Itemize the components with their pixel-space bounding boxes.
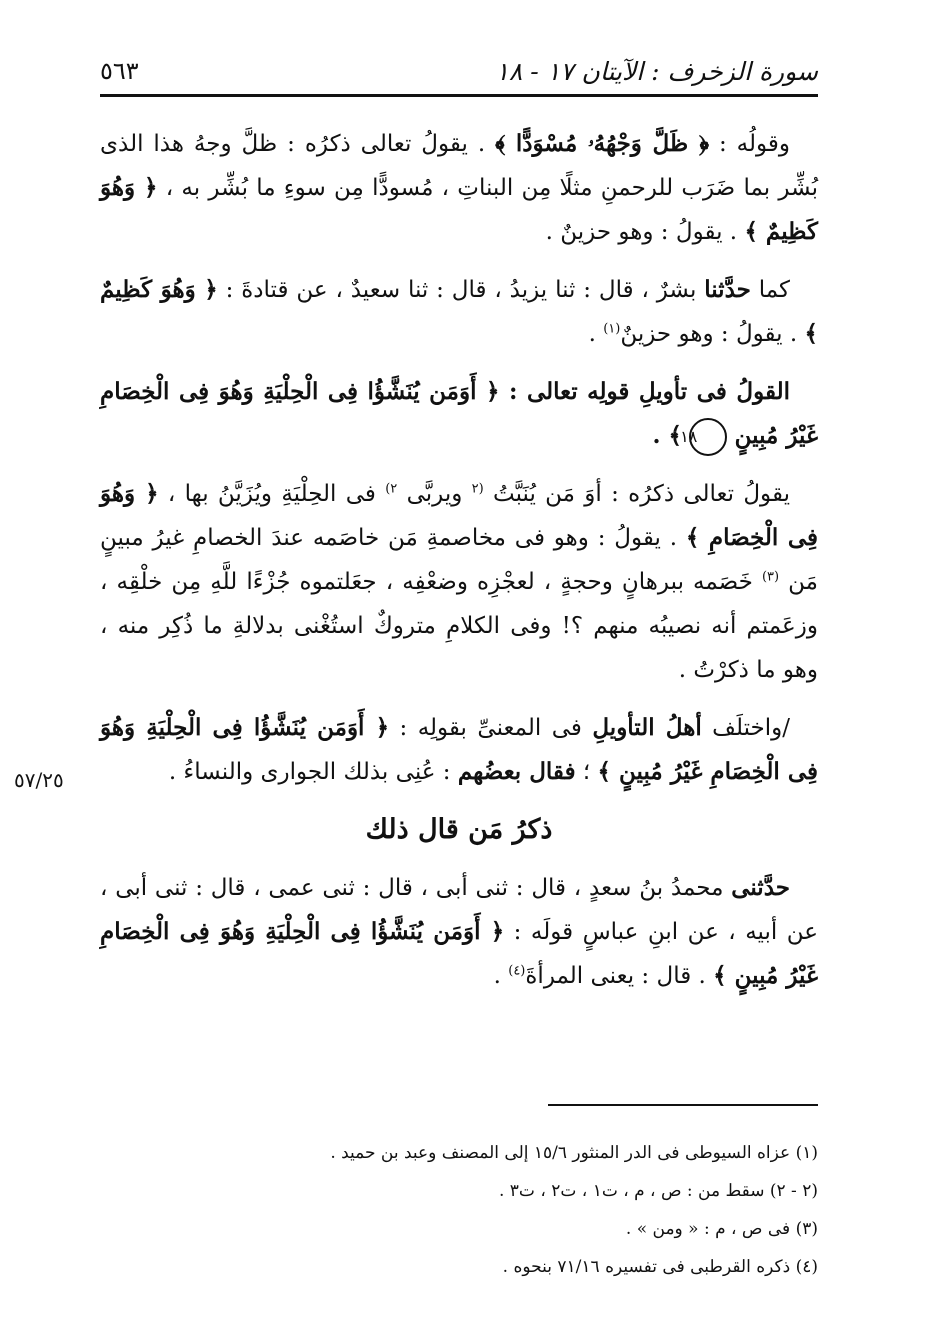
quran-quote: ﴿ وَهُوَ فِى الْخِصَامِ ﴾ bbox=[100, 480, 818, 551]
text-run: . يقولُ : وهو فى مخاصمةِ مَن خاصَمه عندَ الخصامِ غيرُ مبينٍ مَن bbox=[100, 525, 818, 595]
paragraph-4 bbox=[100, 472, 818, 692]
text-run: . قال : يعنى المرأةَ bbox=[525, 963, 714, 989]
bold-phrase: فقال بعضُهم bbox=[457, 758, 576, 785]
footnote-marker: (١) bbox=[603, 321, 621, 337]
text-run: فى الحِلْيَةِ ويُزَيَّنُ بها ، bbox=[158, 481, 386, 507]
footnote-marker: ٢) bbox=[385, 481, 398, 497]
text-run: كما bbox=[750, 277, 790, 303]
paragraph-2 bbox=[100, 268, 818, 356]
footnote-4: (٤) ذكره القرطبى فى تفسيره ٧١/١٦ بنحوه . bbox=[502, 1257, 818, 1277]
text-run: بشرٌ ، قال : ثنا يزيدُ ، قال : ثنا سعيدٌ ، عن قتادةَ : bbox=[217, 277, 705, 303]
quran-quote: ﴿ وَهُوَ كَظِيمٌ ﴾ bbox=[100, 276, 818, 347]
footnote-marker: (٣) bbox=[761, 569, 780, 585]
quran-quote-close: ﴾ . bbox=[652, 422, 682, 449]
text-run: يقولُ تعالى ذكرُه : أوَ مَن يُنَبَّتُ bbox=[483, 481, 790, 507]
quran-quote: ﴿ وَهُوَ كَظِيمٌ ﴾ bbox=[100, 174, 818, 245]
page-header bbox=[100, 48, 818, 97]
footnote-1: (١) عزاه السيوطى فى الدر المنثور ١٥/٦ إلى المصنف وعبد بن حميد . bbox=[330, 1143, 818, 1163]
footnote-separator bbox=[548, 1104, 818, 1106]
page-number: ٥٦٣ bbox=[100, 57, 139, 85]
quran-quote: ﴿ أَوَمَن يُنَشَّؤُا فِى الْحِلْيَةِ وَهُوَ فِى الْخِصَامِ غَيْرُ مُبِينٍ ﴾ bbox=[100, 918, 818, 989]
text-run: . يقولُ : وهو حزينٌ bbox=[620, 321, 805, 347]
quran-quote: ﴿ ظَلَّ وَجْهُهُۥ مُسْوَدًّا ﴾ bbox=[495, 130, 710, 157]
text-run: . يقولُ : وهو حزينٌ . bbox=[545, 219, 745, 245]
hadith-keyword: حدَّثنى bbox=[731, 874, 790, 901]
hadith-keyword: حدَّثنا bbox=[704, 276, 751, 303]
ayah-number-badge: ١٨ bbox=[689, 418, 727, 456]
footnotes bbox=[100, 1134, 818, 1286]
section-lead: القولُ فى تأويلِ قولِه تعالى : bbox=[499, 378, 790, 405]
text-run: ؛ bbox=[575, 759, 598, 785]
text-run: : عُنِى بذلك الجوارى والنساءُ . bbox=[168, 759, 458, 785]
text-run: وقولُه : bbox=[709, 131, 790, 157]
text-run: . يقولُ تعالى ذكرُه : ظلَّ وجهُ هذا الذى بُشِّر بما ضَرَب للرحمنِ مثلًا مِن البناتِ ، مُسودًّا مِن سوءِ ما بُشِّر به ، bbox=[100, 131, 818, 201]
text-run: ويربَّى bbox=[397, 481, 472, 507]
text-run: فى المعنىِّ بقولِه : bbox=[389, 715, 593, 741]
footnote-marker: (٤) bbox=[508, 963, 526, 979]
paragraph-3 bbox=[100, 370, 818, 458]
running-title: سورة الزخرف : الآيتان ١٧ - ١٨ bbox=[495, 56, 818, 86]
margin-reference: ٥٧/٢٥ bbox=[14, 768, 64, 792]
quran-quote: ﴿ أَوَمَن يُنَشَّؤُا فِى الْحِلْيَةِ وَهُوَ فِى الْخِصَامِ غَيْرُ مُبِينٍ ﴾ bbox=[100, 714, 818, 785]
text-run: . bbox=[493, 963, 509, 989]
paragraph-6 bbox=[100, 866, 818, 998]
footnote-3: (٣) فى ص ، م : « ومن » . bbox=[625, 1219, 818, 1239]
text-run: /واختلَف bbox=[701, 715, 791, 741]
bold-phrase: أهلُ التأويلِ bbox=[592, 714, 702, 741]
footnote-marker: (٢ bbox=[471, 481, 484, 497]
quran-quote: ﴿ أَوَمَن يُنَشَّؤُا فِى الْحِلْيَةِ وَهُوَ فِى الْخِصَامِ غَيْرُ مُبِينٍ bbox=[100, 378, 818, 449]
main-text bbox=[100, 122, 818, 1012]
text-run: محمدُ بنُ سعدٍ ، قال : ثنى أبى ، قال : ثنى عمى ، قال : ثنى أبى ، عن أبيه ، عن ابنِ عباسٍ قولَه : bbox=[100, 875, 818, 945]
section-heading: ذكرُ مَن قال ذلك bbox=[365, 814, 553, 845]
text-run: . bbox=[588, 321, 604, 347]
footnote-2: (٢ - ٢) سقط من : ص ، م ، ت١ ، ت٢ ، ت٣ . bbox=[498, 1181, 818, 1201]
text-run: خَصَمه ببرهانٍ وحجةٍ ، لعجْزِه وضعْفِه ، جعَلتموه جُزْءًا للَّهِ مِن خلْقِه ، وزعَمتم أنه نصيبُه منهم ؟! وفى الكلامِ متروكٌ استُغْنى بدلالةِ ما ذُكِر منه ، وهو ما ذكرْتُ . bbox=[100, 569, 818, 683]
paragraph-1 bbox=[100, 122, 818, 254]
paragraph-5 bbox=[100, 706, 818, 794]
